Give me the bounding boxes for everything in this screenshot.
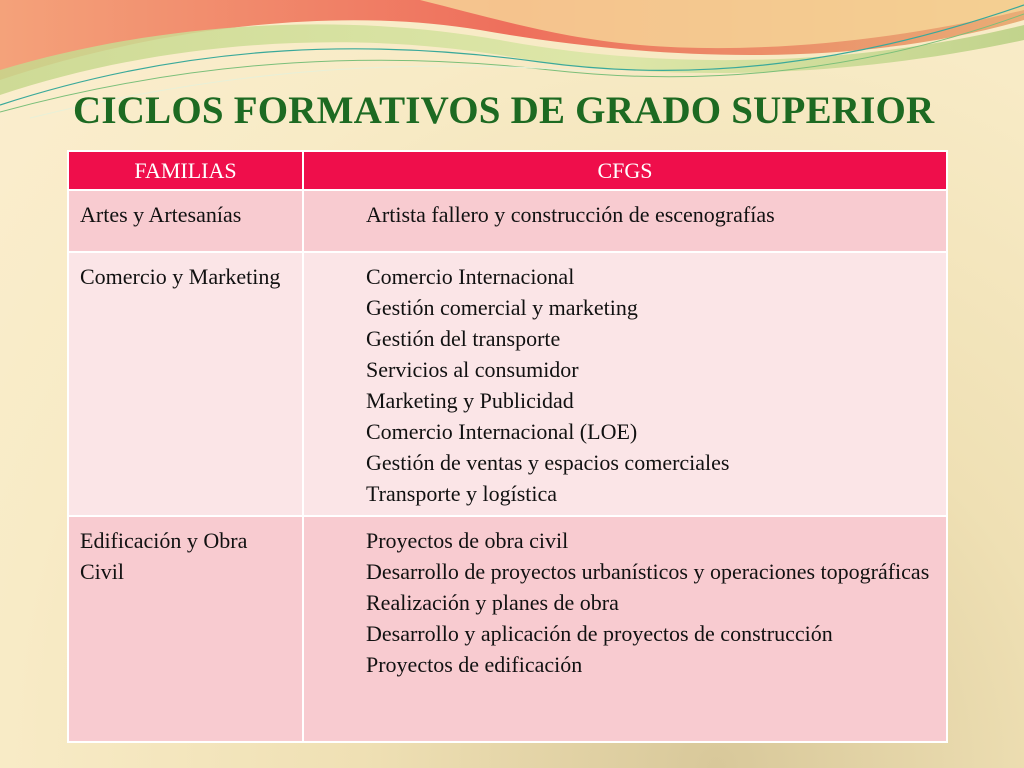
- cfgs-table: [67, 150, 948, 743]
- cfgs-cell: [303, 190, 947, 252]
- cfgs-item: Desarrollo y aplicación de proyectos de construcción: [366, 621, 833, 646]
- header-cfgs: CFGS: [303, 151, 947, 190]
- table-row: [68, 190, 947, 252]
- cfgs-item: Comercio Internacional (LOE): [366, 419, 638, 444]
- table-header-row: [68, 151, 947, 190]
- table-row: [68, 252, 947, 516]
- familia-cell: Comercio y Marketing: [68, 252, 303, 516]
- header-familias: FAMILIAS: [68, 151, 303, 190]
- cfgs-cell: [303, 516, 947, 742]
- cfgs-item: Desarrollo de proyectos urbanísticos y operaciones topográficas: [366, 559, 930, 584]
- cfgs-cell: [303, 252, 947, 516]
- cfgs-item: Servicios al consumidor: [366, 357, 579, 382]
- cfgs-item: Proyectos de obra civil: [366, 528, 569, 553]
- cfgs-item: Proyectos de edificación: [366, 652, 583, 677]
- cfgs-item: Artista fallero y construcción de escenografías: [366, 202, 775, 227]
- cfgs-item: Transporte y logística: [366, 481, 558, 506]
- cfgs-item: Gestión comercial y marketing: [366, 295, 638, 320]
- cfgs-item: Realización y planes de obra: [366, 590, 619, 615]
- cfgs-item: Gestión del transporte: [366, 326, 561, 351]
- familia-cell: Artes y Artesanías: [68, 190, 303, 252]
- cfgs-item: Marketing y Publicidad: [366, 388, 574, 413]
- slide-title: CICLOS FORMATIVOS DE GRADO SUPERIOR: [73, 89, 935, 132]
- familia-cell: Edificación y Obra Civil: [68, 516, 303, 742]
- table-row: [68, 516, 947, 742]
- cfgs-item: Gestión de ventas y espacios comerciales: [366, 450, 730, 475]
- cfgs-item: Comercio Internacional: [366, 264, 575, 289]
